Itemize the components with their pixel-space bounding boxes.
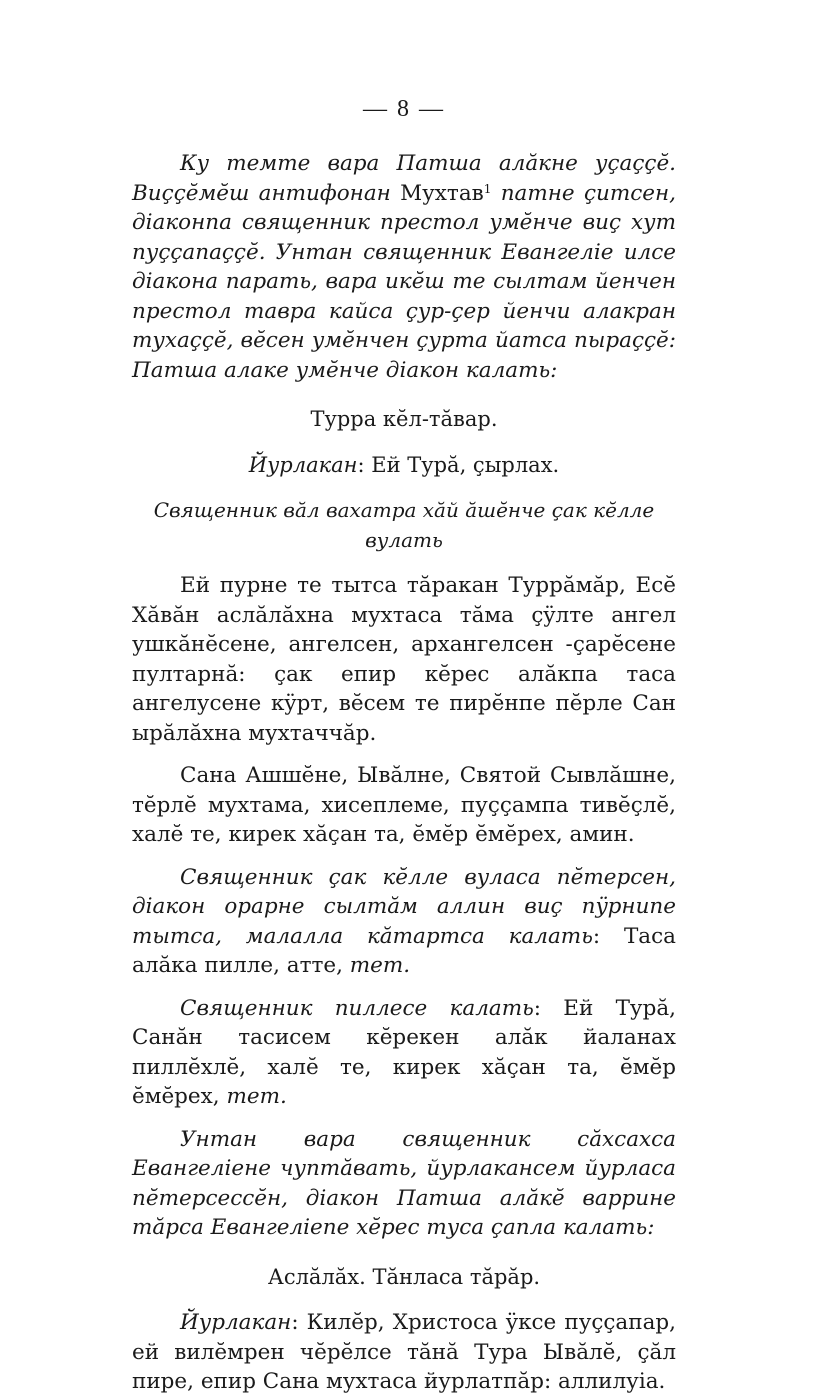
- page-number: — 8 —: [363, 96, 445, 122]
- paragraph-rubric-1: [132, 149, 676, 385]
- document-page: [132, 96, 676, 1397]
- paragraph-prayer-1: Ей пурне те тытса тăракан Туррăмăр, Есĕ Хăвăн аслăлăхна мухтаса тăма çÿлте ангел ушкăнĕсене, ангелсен, архангелсен ‑çарĕсене пултарнă: çак епир кĕрес алăкпа таса ангелусене кÿрт, вĕсем те пирĕнпе пĕрле Сан ырăлăхна мухтаччăр.: [132, 573, 676, 746]
- rubric-3-tet: тет.: [349, 953, 411, 978]
- paragraph-rubric-4: [132, 994, 676, 1112]
- paragraph-rubric-5: Унтан вара священник сăхсахса Евангеліене чуптăвать, йурлакансем йурласа пĕтерсессĕн, діакон Патша алăкĕ варрине тăрса Евангеліепе хĕрес туса çапла калать:: [132, 1126, 676, 1240]
- hymn-speaker: Йурлакан: [180, 1310, 292, 1335]
- rubric-2: Священник вăл вахатра хăй ăшĕнче çак кĕлле вулать: [153, 498, 655, 552]
- paragraph-hymn: [132, 1308, 676, 1397]
- footnote-marker: 1: [483, 181, 492, 196]
- rubric-4-tet: тет.: [226, 1084, 287, 1109]
- rubric-1-part2: патне çитсен, діаконпа священник престол умĕнче виç хут пуççапаççĕ. Унтан священник Евангеліе илсе діакона парать, вара икĕш те сылтам йенчен престол тавра кайса çур-çер йенчи алакран тухаççĕ, вĕсен умĕнчен çурта йатса пыраççĕ: Патша алаке умĕнче діакон калать:: [132, 180, 676, 383]
- line-turra: Турра кĕл-тăвар.: [310, 407, 498, 431]
- line-asla: Аслăлăх. Тăнласа тăрăр.: [267, 1264, 541, 1289]
- rubric-4-normal: : Ей Турă, Санăн тасисем кĕрекен алăк йаланах пиллĕхлĕ, халĕ те, кирек хăçан та, ĕмĕр ĕмĕрех,: [132, 995, 676, 1109]
- speaker-text: : Ей Турă, çырлах.: [357, 452, 560, 477]
- rubric-1-mukhtav: Мухтав: [400, 180, 484, 206]
- paragraph-prayer-2: Сана Ашшĕне, Ывăлне, Святой Сывлăшне, тĕрлĕ мухтама, хисеплеме, пуççампа тивĕçлĕ, халĕ те, кирек хăçан та, ĕмĕр ĕмĕрех, амин.: [132, 763, 676, 847]
- rubric-3-italic: Священник çак кĕлле вуласа пĕтерсен, діакон орарне сылтăм аллин виç пÿрнипе тытса, малалла кăтартса калать: [132, 864, 676, 949]
- hymn-text: : Килĕр, Христоса ÿксе пуççапар, ей вилĕмрен чĕрĕлсе тăнă Тура Ывăлĕ, çăл пире, епир Сана мухтаса йурлатпăр: аллилуіа.: [132, 1310, 676, 1394]
- rubric-4-italic: Священник пиллесе калать: [180, 995, 534, 1021]
- rubric-1-part1: Ку темте вара Патша алăкне уçаççĕ. Виççĕмĕш антифонан: [132, 151, 676, 206]
- line-yurlakan-1: [132, 451, 676, 481]
- paragraph-rubric-3: [132, 863, 676, 981]
- speaker-label: Йурлакан: [248, 452, 358, 477]
- rubric-3-normal: : Таса алăка пилле, атте,: [132, 923, 676, 978]
